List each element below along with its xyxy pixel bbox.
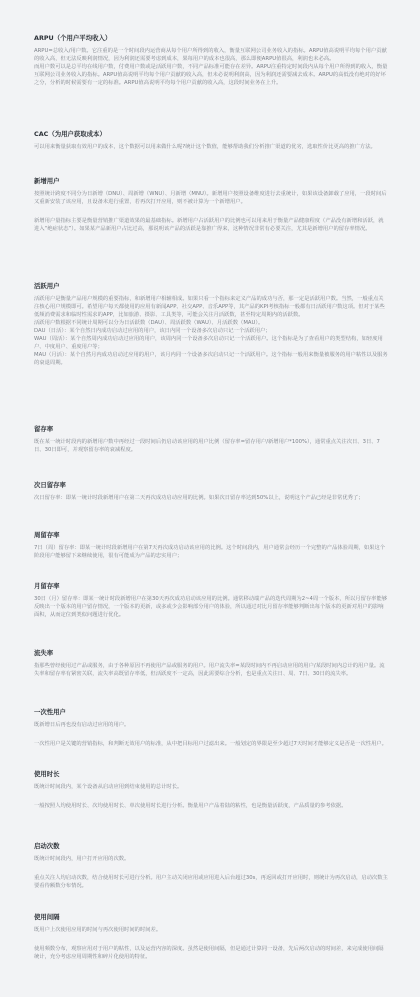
paragraph: 而用户数可以是总平均在线用户数，付费用户数或是活跃用户数，不同产品标准可能存在差异。ARPU注重特定时间段内从每个用户所得到的收入，衡量互联网公司业务收入的指标。ARPU值高说明平均每个用户贡献的收入高，但未必说明利润高，因为利润还需要减去成本。ARPU的高低没有绝对的好坏之分，分析的时候需要有一定的标准。ARPU值高说明平均每个用户贡献的收入高，这段时间业务在上升。 [34, 64, 388, 86]
section-cac [34, 130, 388, 151]
paragraph: 活跃用户数根据不同统计周期可以分为日活跃数（DAU）、周活跃数（WAU）、月活跃数（MAU）。 [34, 320, 264, 326]
section-new-users [34, 177, 388, 233]
section-retention [34, 425, 388, 454]
section-arpu [34, 34, 388, 87]
paragraph: DAU（日活）：某个自然日内成功启动过应用的用户，该日内同一个设备多次启动只记一个活跃用户； [34, 328, 271, 334]
section-title: ARPU（个用户平均收入） [34, 34, 112, 42]
section-active-users [34, 282, 388, 367]
section-title: 留存率 [34, 425, 54, 433]
section-title: 月留存率 [34, 582, 60, 590]
paragraph: 既统计时间段内，用户打开应用的次数。 [34, 856, 130, 862]
paragraph: 指那些曾经使用过产品或服务，由于各种原因不再使用产品或服务的用户。用户流失率=某段时间内不再启动应用的用户/某段时间内总计的用户量。流失率和留存率有紧密关联，流失率高既留存率低，但活跃度不一定高，因此需要综合分析，也是重点关注日、周、7日、30日的流失率。 [34, 663, 385, 677]
section-title: 启动次数 [34, 842, 60, 850]
section-next-day-retention [34, 481, 388, 502]
section-title: 使用间隔 [34, 913, 60, 921]
section-title: 使用时长 [34, 770, 60, 778]
paragraph: 重点关注人均启动次数，结合使用时长可进行分析。用户主动关闭应用或应用进入后台超过30s，再返回或打开应用时，则统计为再次启动，启动次数主要看待额数分布情况。 [34, 875, 388, 889]
paragraph: 次日留存率：即某一统计时段新增用户在第二天再次成功启动应用的比例。如果次日留存率达到50%以上，说明这个产品已经是非常优秀了； [34, 495, 364, 501]
section-churn [34, 649, 388, 678]
paragraph: 既在某一统计时段内的新增用户数中再经过一段时间后仍启动该应用的用户比例（留存率=留存用户/新增用户*100%），通常重点关注次日、3日、7日、30日即可，并观察留存率的衰减程度。 [34, 439, 380, 453]
paragraph: 使用频数分布，观察应用对于用户的粘性，以及运营内容的深度。虽然是使用间隔，但是通过计算同一设备，先后两次启动的时间差，来完成使用间隔统计，充分考虑应用周期性和碎片化使用的特征。 [34, 946, 384, 960]
paragraph: 活跃用户是衡量产品用户规模的重要指标，和新增用户相辅相成。如果只看一个指标来定义产品的成功与否，那一定是活跃用户数。当然，一般重点关注核心用户规模即可。希望用户每天都使用的应用有新闻APP、社交APP、音乐APP等，其产品的KPI考核指标一般都有日活跃用户数这项。但对于某些低频消费需求和临时性需求的APP，比如旅游、摄影、工具类等，可能会关注月活跃数，甚至特定周期内的活跃数。 [34, 296, 385, 318]
section-launch-count [34, 842, 388, 890]
section-week-retention [34, 531, 388, 560]
paragraph: 可以用来衡量获取有效用户的成本，这个数据可以用来做什么呢?统计这个数值，能够帮助我们分析推广渠道的优劣，选取性价比更高的推广方法。 [34, 144, 376, 150]
paragraph: 新增用户量指标主要是衡量营销推广渠道效果的最基础指标。新增用户占活跃用户的比例也可以用来用于衡量产品健康程度（产品没有新增和活跃，就进入“绝症状态”）。如果某产品新用户占比过高，那说明该产品的活跃是靠推广得来，这种情况非常有必要关注，尤其是新增用户的留存率情况。 [34, 218, 384, 232]
section-usage-duration [34, 770, 388, 810]
section-title: 一次性用户 [34, 708, 66, 716]
paragraph: WAU（周活）：某个自然周内成功启动过应用的用户，该周内同一个设备多次启动只记一个活跃用户。这个指标是为了查看用户的类型结构，如轻度用户、中度用户、重度用户等； [34, 336, 383, 350]
paragraph: 既用户上次使用应用的时间与再次使用时间的时间差。 [34, 927, 162, 933]
paragraph: 30日（月）留存率：即某一统计时段新增用户在第30天再次成功启动该应用的比例。通常移动端产品的迭代周期为2~4周一个版本，所以月留存率能够反映出一个版本的用户留存情况，一个版本的更新，或多或少会影响部分用户的体验，所以通过对比月留存率能够判断出每个版本的更新对用户的影响面积，从而定位到类似问题进行优化。 [34, 596, 388, 618]
paragraph: 一次性用户是关键的营销指标，和判断无效用户的标准，从中把目标用户过滤出来。一般划定的界限是至少超过7天时间才能够定义是否是一次性用户。 [34, 741, 387, 747]
section-one-time-users [34, 708, 388, 748]
paragraph: 7日（周）留存率：即某一统计时段新增用户在第7天再次成功启动该应用的比例。这个时间段内，用户通常会经历一个完整的产品体验周期，如果这个阶段用户能够留下来继续使用，很有可能成为产品的忠实用户； [34, 545, 386, 559]
section-title: 新增用户 [34, 177, 60, 185]
section-title: 周留存率 [34, 531, 60, 539]
section-month-retention [34, 582, 388, 619]
paragraph: MAU（月活）：某个自然月内成功启动过应用的用户，该月内同一个设备多次启动只记一个活跃用户。这个指标一般用来衡量被服务的用户粘性以及服务的衰退周期。 [34, 352, 388, 366]
paragraph: 按照统计跨度不同分为日新增（DNU）、周新增（WNU）、月新增（MNU）。新增用户按照设备维度进行去重统计，如果该设备卸载了应用，一段时间后又重新安装了该应用，且设备未进行重置，若再次打开应用，则不被计算为一个新增用户。 [34, 191, 387, 205]
paragraph: 既新增日后再也没有启动过应用的用户。 [34, 722, 130, 728]
section-usage-interval [34, 913, 388, 961]
paragraph: ARPU=总收入/用户数。它注重的是一个时间段内运营商从每个用户所得到的收入，衡量互联网公司业务收入的指标。ARPU值高说明平均每个用户贡献的收入高，但无法反映利润情况，因为利润还需要考虑到成本，果每用户的成本也很高，那么即便ARPU值很高，利润也未必高。 [34, 48, 387, 62]
section-title: 流失率 [34, 649, 54, 657]
paragraph: 一般按照人均使用时长、次均使用时长、单次使用时长进行分析。衡量用户产品着陆的粘性，也是衡量活跃度，产品质量的参考依据。 [34, 803, 347, 809]
section-title: 活跃用户 [34, 282, 60, 290]
paragraph: 既统计时间段内，某个设备从启动应用到结束使用的总计时长。 [34, 784, 183, 790]
section-title: CAC（为用户获取成本） [34, 130, 106, 138]
section-title: 次日留存率 [34, 481, 66, 489]
